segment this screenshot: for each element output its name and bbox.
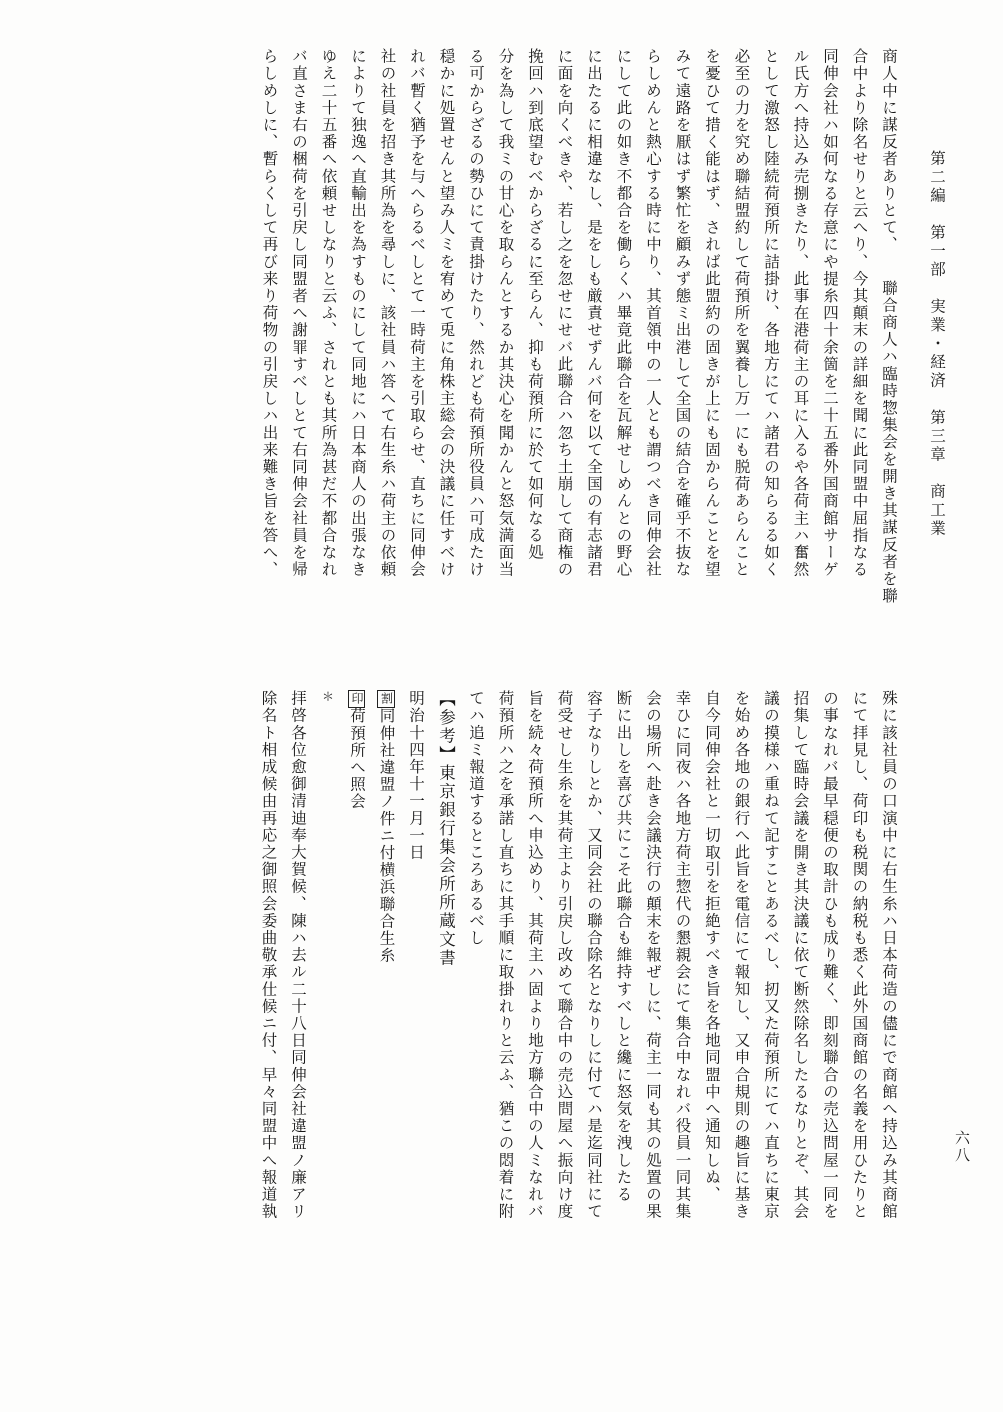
text-column-20: ゆえ二十五番へ依頼せしなりと云ふ、されとも其所為甚だ不都合なれ bbox=[319, 48, 338, 579]
body-text-upper bbox=[113, 48, 903, 648]
body-text-lower bbox=[113, 690, 903, 1290]
text-column-13: 挽回ハ到底望むべからざるに至らん、抑も荷預所に於て如何なる処 bbox=[526, 48, 544, 561]
text-column-15: る可からざるの勢ひにて責掛けたり、然れども荷預所役員ハ可成たけ bbox=[467, 48, 485, 579]
source-note-line-2: 印荷預所へ照会 bbox=[348, 692, 366, 811]
source-note-title: 【参考】東京銀行集会所所蔵文書 bbox=[436, 690, 456, 968]
text-column-9: らしめんと熱心する時に中り、其首領中の一人とも謂つべき同伸会社 bbox=[644, 48, 662, 579]
source-note-star: ＊ bbox=[320, 690, 335, 704]
text-column-21: バ直さま右の梱荷を引戻し同盟者へ謝罪すべしとて右同伸会社員を帰 bbox=[290, 48, 308, 579]
text-column-lower-15: てハ追ミ報道するところあるべし bbox=[467, 690, 485, 947]
text-column-8: みて遠路を厭はず繁忙を顧みず態ミ出港して全国の結合を確乎不抜な bbox=[673, 48, 692, 579]
text-column-lower-13: 旨を続々荷預所へ申込めり、其荷主ハ固より地方聯合中の人ミなれバ bbox=[526, 690, 544, 1221]
text-column-lower-4: 招集して臨時会議を開き其決議に依て断然除名したるなりとぞ、其会 bbox=[791, 690, 810, 1221]
source-note-date: 明治十四年十一月一日 bbox=[407, 690, 425, 861]
text-column-6: 必至の力を究め聯結盟約して荷預所を翼養し万一にも脱荷あらんこと bbox=[732, 48, 751, 579]
text-column-lower-3: の事なれバ最早穏便の取計ひも成り難く、即刻聯合の売込問屋一同を bbox=[821, 690, 839, 1221]
text-column-lower-5: 議の摸様ハ重ねて記すことあるべし、扨又た荷預所にてハ直ちに東京 bbox=[762, 690, 780, 1221]
seal-wari-icon: 割 bbox=[377, 690, 394, 708]
source-note-line-1: 割同伸社違盟ノ件ニ付横浜聯合生糸 bbox=[377, 692, 396, 965]
text-column-7: を憂ひて措く能はず、されば此盟約の固きが上にも固からんことを望 bbox=[703, 48, 721, 579]
text-column-22: らしめしに、暫らくして再び来り荷物の引戻しハ出来難き旨を答へ、 bbox=[260, 48, 279, 579]
text-column-lower-2: にて拝見し、荷印も税関の納税も悉く此外国商館の名義を用ひたりと bbox=[850, 690, 869, 1221]
running-head: 第二編 第一部 実業・経済 第三章 商工業 bbox=[928, 150, 946, 539]
text-column-18: 社の社員を招き其所為を尋しに、該社員ハ答へて右生糸ハ荷主の依頼 bbox=[378, 48, 397, 579]
text-column-19: によりて独逸へ直輸出を為すものにして同地にハ日本商人の出張なき bbox=[349, 48, 367, 579]
text-column-10: にして此の如き不都合を働らくハ畢竟此聯合を瓦解せしめんとの野心 bbox=[614, 48, 633, 579]
text-column-11: に出たるに相違なし、是をしも厳責せずんバ何を以て全国の有志諸君 bbox=[585, 48, 603, 579]
text-column-lower-10: 断に出しを喜び共にこそ此聯合も維持すべしと纔に怒気を洩したる bbox=[614, 690, 633, 1203]
text-column-lower-9: 会の場所へ赴き会議決行の顛末を報ぜしに、荷主一同も其の処置の果 bbox=[644, 690, 662, 1221]
text-column-lower-7: 自今同伸会社と一切取引を拒絶すべき旨を各地同盟中へ通知しぬ、 bbox=[703, 690, 721, 1203]
text-column-lower-6: を始め各地の銀行へ此旨を電信にて報知し、又申合規則の趣旨に基き bbox=[732, 690, 751, 1221]
text-column-17: れバ暫く猶予を与へらるべしとて一時荷主を引取らせ、直ちに同伸会 bbox=[408, 48, 426, 579]
source-note-body-2: 除名ト相成候由再応之御照会委曲敬承仕候ニ付、早々同盟中へ報道執 bbox=[259, 690, 278, 1221]
text-column-12: に面を向くべきや、若し之を忽せにせバ此聯合ハ忽ち土崩して商権の bbox=[555, 48, 574, 579]
text-column-lower-11: 容子なりしとか、又同会社の聯合除名となりしに付てハ是迄同社にて bbox=[585, 690, 603, 1221]
text-column-2: 合中より除名せりと云へり、今其顛末の詳細を聞に此同盟中屈指なる bbox=[850, 48, 869, 579]
text-column-4: ル氏方へ持込み売捌きたり、此事在港荷主の耳に入るや各荷主ハ奮然 bbox=[791, 48, 810, 579]
text-column-lower-1: 殊に該社員の口演中に右生糸ハ日本荷造の儘にで商館へ持込み其商館 bbox=[880, 690, 898, 1221]
seal-in-icon: 印 bbox=[348, 690, 365, 708]
text-column-3: 同伸会社ハ如何なる存意にや提糸四十余箇を二十五番外国商館サーゲ bbox=[821, 48, 839, 579]
text-column-lower-12: 荷受せし生糸を其荷主より引戻し改めて聯合中の売込問屋へ振向け度 bbox=[555, 690, 574, 1221]
text-column-lower-14: 荷預所ハ之を承諾し直ちに其手順に取掛れりと云ふ、猶この悶着に附 bbox=[496, 690, 515, 1221]
page-number: 六八 bbox=[953, 1130, 971, 1164]
text-column-16: 穏かに処置せんと望み人ミを宥めて兎に角株主総会の決議に任すべけ bbox=[437, 48, 456, 579]
text-column-14: 分を為して我ミの甘心を取らんとするか其決心を聞かんと怒気満面当 bbox=[496, 48, 515, 579]
source-note-body-1: 拝啓各位愈御清迪奉大賀候、陳ハ去ル二十八日同伸会社違盟ノ廉アリ bbox=[289, 690, 307, 1221]
text-column-lower-8: 幸ひに同夜ハ各地方荷主惣代の懇親会にて集合中なれバ役員一同其集 bbox=[673, 690, 692, 1221]
text-column-5: として激怒し陸続荷預所に詰掛け、各地方にてハ諸君の知らるる如く bbox=[762, 48, 780, 579]
text-column-1: 商人中に謀反者ありとて、 聯合商人ハ臨時惣集会を開き其謀反者を聯 bbox=[880, 48, 898, 605]
